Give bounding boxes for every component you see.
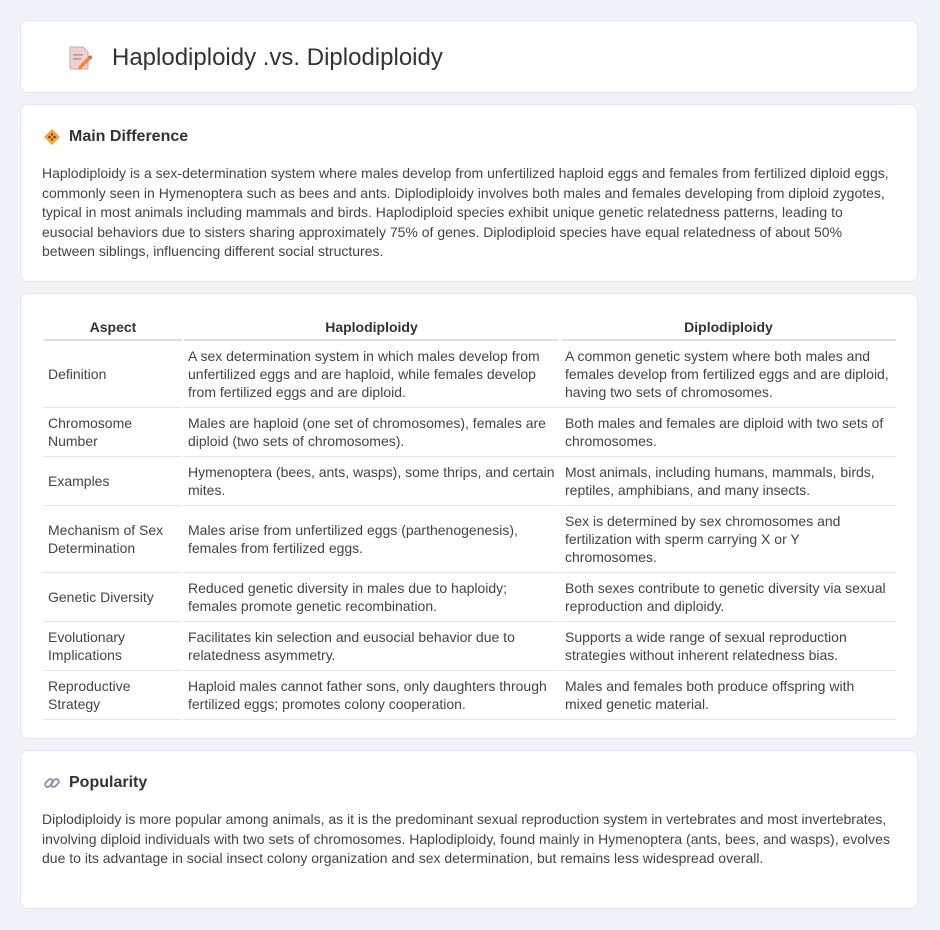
haplodiploidy-cell: A sex determination system in which males develop from unfertilized eggs and are haploid, while females develop from fertilized eggs and are diploid. [184,341,559,408]
page-title: Haplodiploidy .vs. Diplodiploidy [112,44,443,71]
diplodiploidy-cell: Males and females both produce offspring with mixed genetic material. [561,671,896,720]
link-icon [43,774,61,792]
aspect-cell: Examples [44,457,182,506]
popularity-text: Diplodiploidy is more popular among animals, as it is the predominant sexual reproduction system in vertebrates and most invertebrates, involving diploid individuals with two sets of chromosomes. Haplodiploidy, found mainly in Hymenoptera (ants, bees, and wasps), evolves due to its advantage in social insect colony organization and sex determination, but remains less widespread overall. [42,811,890,867]
diplodiploidy-cell: Both sexes contribute to genetic diversity via sexual reproduction and diploidy. [561,573,896,622]
table-row [44,341,896,408]
header-haplodiploidy: Haplodiploidy [184,316,559,341]
popularity-header [43,771,147,795]
aspect-cell: Reproductive Strategy [44,671,182,720]
diplodiploidy-cell: Supports a wide range of sexual reproduction strategies without inherent relatedness bias. [561,622,896,671]
main-difference-text: Haplodiploidy is a sex-determination system where males develop from unfertilized haploid eggs and females from fertilized diploid eggs, commonly seen in Hymenoptera such as bees and ants. Diplodiploidy involves both males and females developing from diploid zygotes, typical in most animals including mammals and birds. Haplodiploid species exhibit unique genetic relatedness patterns, leading to eusocial behaviors due to sisters sharing approximately 75% of genes. Diplodiploid species have equal relatedness of about 50% between siblings, influencing different social structures. [42,165,889,260]
table-row [44,408,896,457]
haplodiploidy-cell: Males are haploid (one set of chromosomes), females are diploid (two sets of chromosomes). [184,408,559,457]
table-header-row [44,316,896,341]
comparison-section [20,293,918,739]
haplodiploidy-cell: Males arise from unfertilized eggs (parthenogenesis), females from fertilized eggs. [184,506,559,573]
comparison-table [42,316,898,720]
table-row [44,506,896,573]
title-card [20,20,918,93]
table-row [44,457,896,506]
diplodiploidy-cell: A common genetic system where both males and females develop from fertilized eggs and are diploid, having two sets of chromosomes. [561,341,896,408]
header-aspect: Aspect [44,316,182,341]
document-edit-icon [67,45,93,71]
table-row [44,573,896,622]
aspect-cell: Chromosome Number [44,408,182,457]
diplodiploidy-cell: Most animals, including humans, mammals, birds, reptiles, amphibians, and many insects. [561,457,896,506]
main-difference-section [20,104,918,282]
aspect-cell: Evolutionary Implications [44,622,182,671]
diamond-dots-icon [43,128,61,146]
main-difference-heading: Main Difference [69,128,189,145]
aspect-cell: Definition [44,341,182,408]
haplodiploidy-cell: Hymenoptera (bees, ants, wasps), some thrips, and certain mites. [184,457,559,506]
header-diplodiploidy: Diplodiploidy [561,316,896,341]
haplodiploidy-cell: Haploid males cannot father sons, only daughters through fertilized eggs; promotes colony cooperation. [184,671,559,720]
main-difference-header [43,125,188,149]
table-row [44,622,896,671]
aspect-cell: Genetic Diversity [44,573,182,622]
popularity-section [20,750,918,909]
haplodiploidy-cell: Reduced genetic diversity in males due to haploidy; females promote genetic recombination. [184,573,559,622]
diplodiploidy-cell: Sex is determined by sex chromosomes and fertilization with sperm carrying X or Y chromosomes. [561,506,896,573]
popularity-heading: Popularity [69,774,148,791]
aspect-cell: Mechanism of Sex Determination [44,506,182,573]
haplodiploidy-cell: Facilitates kin selection and eusocial behavior due to relatedness asymmetry. [184,622,559,671]
diplodiploidy-cell: Both males and females are diploid with two sets of chromosomes. [561,408,896,457]
table-row [44,671,896,720]
